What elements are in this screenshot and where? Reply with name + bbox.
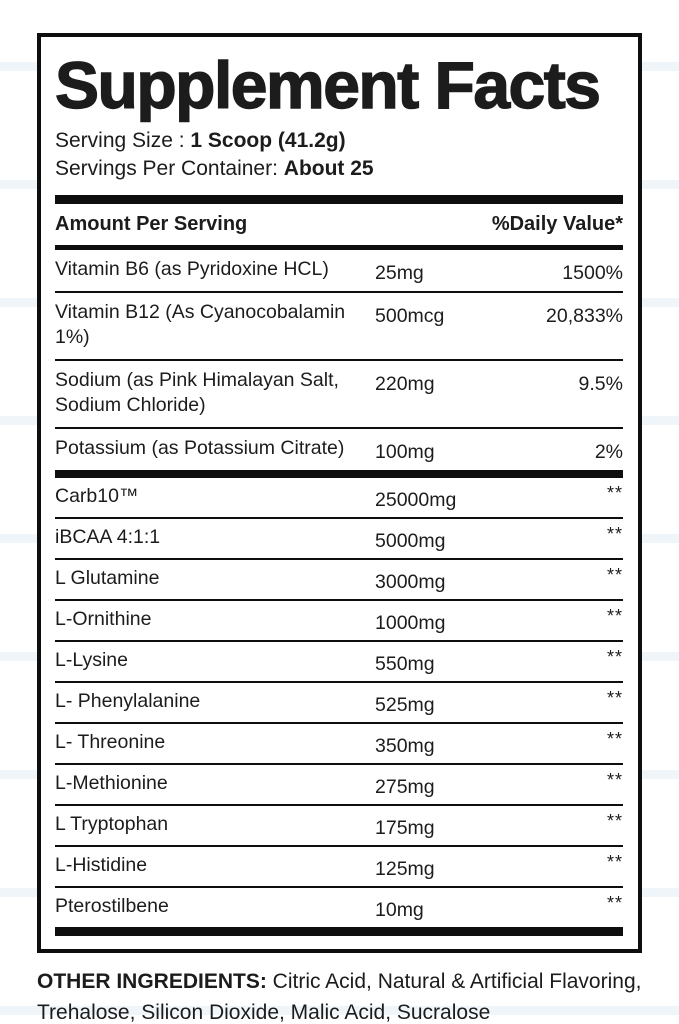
table-row — [55, 888, 623, 927]
ingredient-amount: 5000mg — [375, 530, 446, 552]
ingredient-amount: 10mg — [375, 899, 424, 921]
table-row — [55, 601, 623, 642]
ingredient-name: Pterostilbene — [55, 895, 169, 917]
serving-size-label: Serving Size : — [55, 129, 191, 152]
ingredient-name: L-Ornithine — [55, 608, 152, 630]
ingredient-amount: 350mg — [375, 735, 435, 757]
serving-size-value: 1 Scoop (41.2g) — [190, 129, 346, 152]
divider-thick-mid — [55, 470, 623, 478]
table-row — [55, 847, 623, 888]
ingredient-amount: 1000mg — [375, 612, 446, 634]
table-row — [55, 683, 623, 724]
ingredient-name: Vitamin B6 (as Pyridoxine HCL) — [55, 258, 329, 280]
ingredient-name: L-Histidine — [55, 854, 148, 876]
ingredient-daily-value: ** — [606, 483, 623, 503]
ingredient-daily-value: 2% — [594, 441, 623, 463]
table-row — [55, 724, 623, 765]
ingredient-daily-value: ** — [606, 770, 623, 790]
servings-per-container-label: Servings Per Container: — [55, 157, 284, 180]
footnotes — [55, 945, 623, 953]
ingredient-name: L- Phenylalanine — [55, 690, 201, 712]
ingredient-name: L Tryptophan — [55, 813, 169, 835]
table-row — [55, 806, 623, 847]
table-row — [55, 429, 623, 470]
ingredient-amount: 550mg — [375, 653, 435, 675]
servings-per-container-line — [55, 155, 623, 183]
ingredient-daily-value: ** — [606, 524, 623, 544]
table-column-header — [55, 204, 623, 245]
serving-info — [55, 127, 623, 183]
ingredient-amount: 25000mg — [375, 489, 457, 511]
supplement-facts-panel — [37, 33, 642, 953]
table-row — [55, 478, 623, 519]
ingredient-daily-value: ** — [606, 811, 623, 831]
ingredient-name: L Glutamine — [55, 567, 160, 589]
ingredient-daily-value: 1500% — [562, 262, 623, 284]
table-row — [55, 560, 623, 601]
other-ingredients-value: Citric Acid, Natural & Artificial Flavoring, Trehalose, Silicon Dioxide, Malic Acid, Sucralose — [37, 970, 642, 1024]
ingredient-name: Carb10™ — [55, 485, 139, 507]
divider-thick-bottom — [55, 927, 623, 936]
daily-value-footnote — [55, 945, 623, 953]
amount-per-serving-header: Amount Per Serving — [55, 213, 248, 235]
ingredient-name: Vitamin B12 (As Cyanocobalamin 1%) — [55, 301, 346, 348]
blend-rows — [55, 478, 623, 927]
ingredient-amount: 500mcg — [375, 305, 445, 327]
ingredient-amount: 175mg — [375, 817, 435, 839]
table-row — [55, 765, 623, 806]
divider-thick-top — [55, 195, 623, 204]
table-row — [55, 293, 623, 361]
ingredient-daily-value: ** — [606, 893, 623, 913]
nutrient-rows — [55, 250, 623, 470]
ingredient-name: Potassium (as Potassium Citrate) — [55, 437, 345, 459]
ingredient-name: L- Threonine — [55, 731, 166, 753]
ingredient-amount: 100mg — [375, 441, 435, 463]
ingredient-daily-value: 9.5% — [578, 373, 623, 395]
ingredient-daily-value: ** — [606, 606, 623, 626]
serving-size-line — [55, 127, 623, 155]
other-ingredients — [37, 966, 651, 1024]
ingredient-daily-value: ** — [606, 647, 623, 667]
table-row — [55, 642, 623, 683]
ingredient-name: iBCAA 4:1:1 — [55, 526, 161, 548]
ingredient-daily-value: ** — [606, 729, 623, 749]
ingredient-amount: 25mg — [375, 262, 424, 284]
ingredient-amount: 275mg — [375, 776, 435, 798]
ingredient-daily-value: 20,833% — [546, 305, 623, 327]
table-row — [55, 519, 623, 560]
table-row — [55, 250, 623, 293]
ingredient-daily-value: ** — [606, 688, 623, 708]
ingredient-amount: 125mg — [375, 858, 435, 880]
ingredient-name: L-Methionine — [55, 772, 168, 794]
ingredient-name: L-Lysine — [55, 649, 128, 671]
supplement-facts-title: Supplement Facts — [55, 48, 600, 122]
ingredient-amount: 3000mg — [375, 571, 446, 593]
ingredient-amount: 220mg — [375, 373, 435, 395]
ingredient-amount: 525mg — [375, 694, 435, 716]
ingredient-daily-value: ** — [606, 565, 623, 585]
table-row — [55, 361, 623, 429]
ingredient-name: Sodium (as Pink Himalayan Salt, Sodium Chloride) — [55, 369, 339, 416]
daily-value-header: %Daily Value* — [491, 213, 623, 235]
other-ingredients-label: OTHER INGREDIENTS: — [37, 970, 267, 993]
ingredient-daily-value: ** — [606, 852, 623, 872]
servings-per-container-value: About 25 — [283, 157, 374, 180]
